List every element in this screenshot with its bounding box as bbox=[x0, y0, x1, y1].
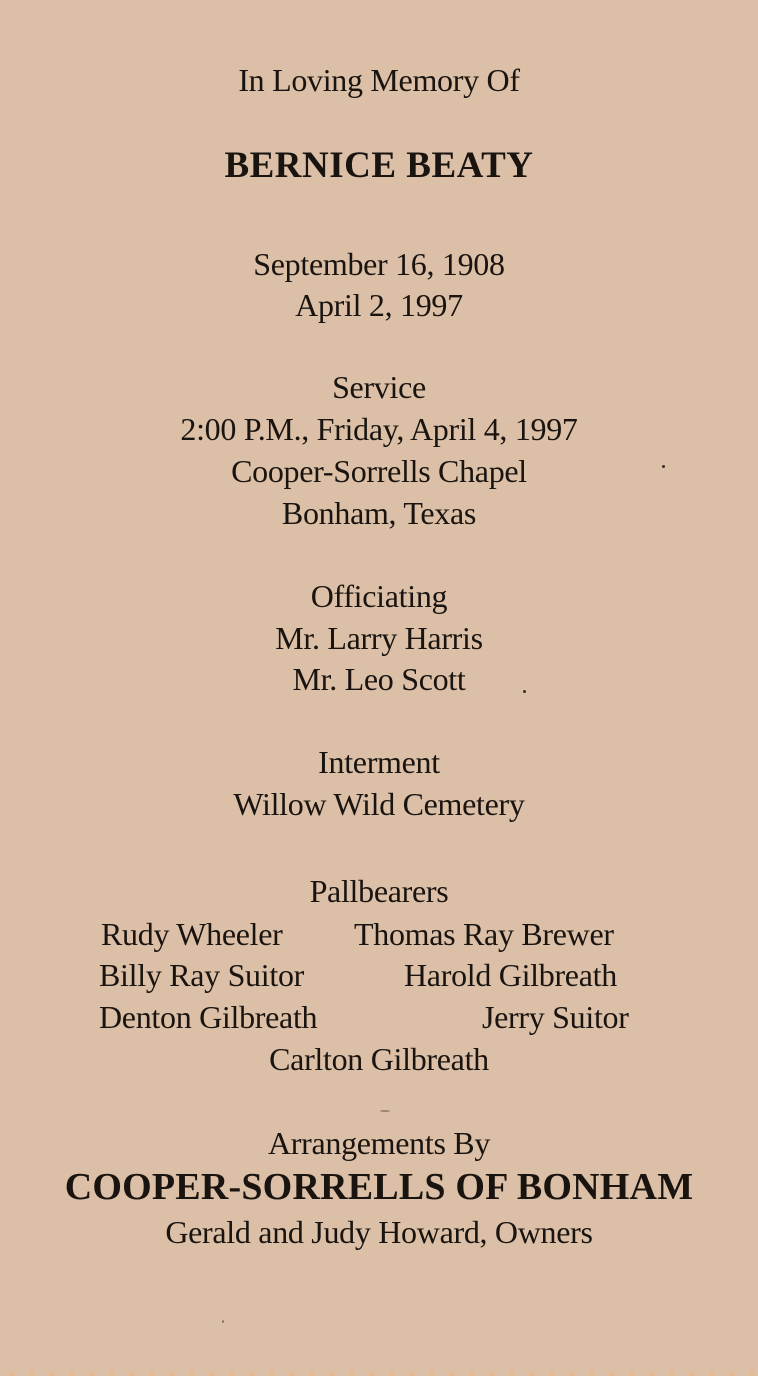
intro-text: In Loving Memory Of bbox=[238, 62, 520, 98]
funeral-home-owners: Gerald and Judy Howard, Owners bbox=[165, 1214, 593, 1250]
service-city: Bonham, Texas bbox=[281, 495, 477, 531]
service-heading: Service bbox=[332, 369, 426, 405]
paper-speck bbox=[662, 465, 665, 468]
pallbearer-name: Jerry Suitor bbox=[482, 999, 629, 1035]
officiant-name: Mr. Leo Scott bbox=[292, 661, 466, 697]
officiating-heading: Officiating bbox=[310, 578, 448, 614]
birth-date: September 16, 1908 bbox=[253, 246, 505, 282]
pallbearer-name: Denton Gilbreath bbox=[99, 999, 318, 1035]
service-datetime: 2:00 P.M., Friday, April 4, 1997 bbox=[180, 411, 578, 447]
pallbearer-name: Billy Ray Suitor bbox=[99, 957, 304, 993]
paper-speck bbox=[222, 1320, 224, 1323]
pallbearer-name: Carlton Gilbreath bbox=[269, 1041, 489, 1077]
pallbearers-heading: Pallbearers bbox=[309, 873, 449, 909]
deceased-name: BERNICE BEATY bbox=[224, 145, 534, 186]
pallbearer-name: Thomas Ray Brewer bbox=[354, 916, 614, 952]
pallbearer-name: Rudy Wheeler bbox=[101, 916, 283, 952]
interment-heading: Interment bbox=[318, 744, 440, 780]
funeral-home-name: COOPER-SORRELLS OF BONHAM bbox=[64, 1166, 694, 1208]
pallbearer-name: Harold Gilbreath bbox=[404, 957, 617, 993]
card-bottom-edge bbox=[0, 1371, 758, 1376]
interment-place: Willow Wild Cemetery bbox=[233, 786, 525, 822]
death-date: April 2, 1997 bbox=[295, 287, 463, 323]
arrangements-heading: Arrangements By bbox=[267, 1125, 491, 1161]
paper-speck bbox=[380, 1110, 390, 1112]
officiant-name: Mr. Larry Harris bbox=[275, 620, 483, 656]
service-place: Cooper-Sorrells Chapel bbox=[231, 453, 527, 489]
paper-speck bbox=[523, 690, 526, 693]
